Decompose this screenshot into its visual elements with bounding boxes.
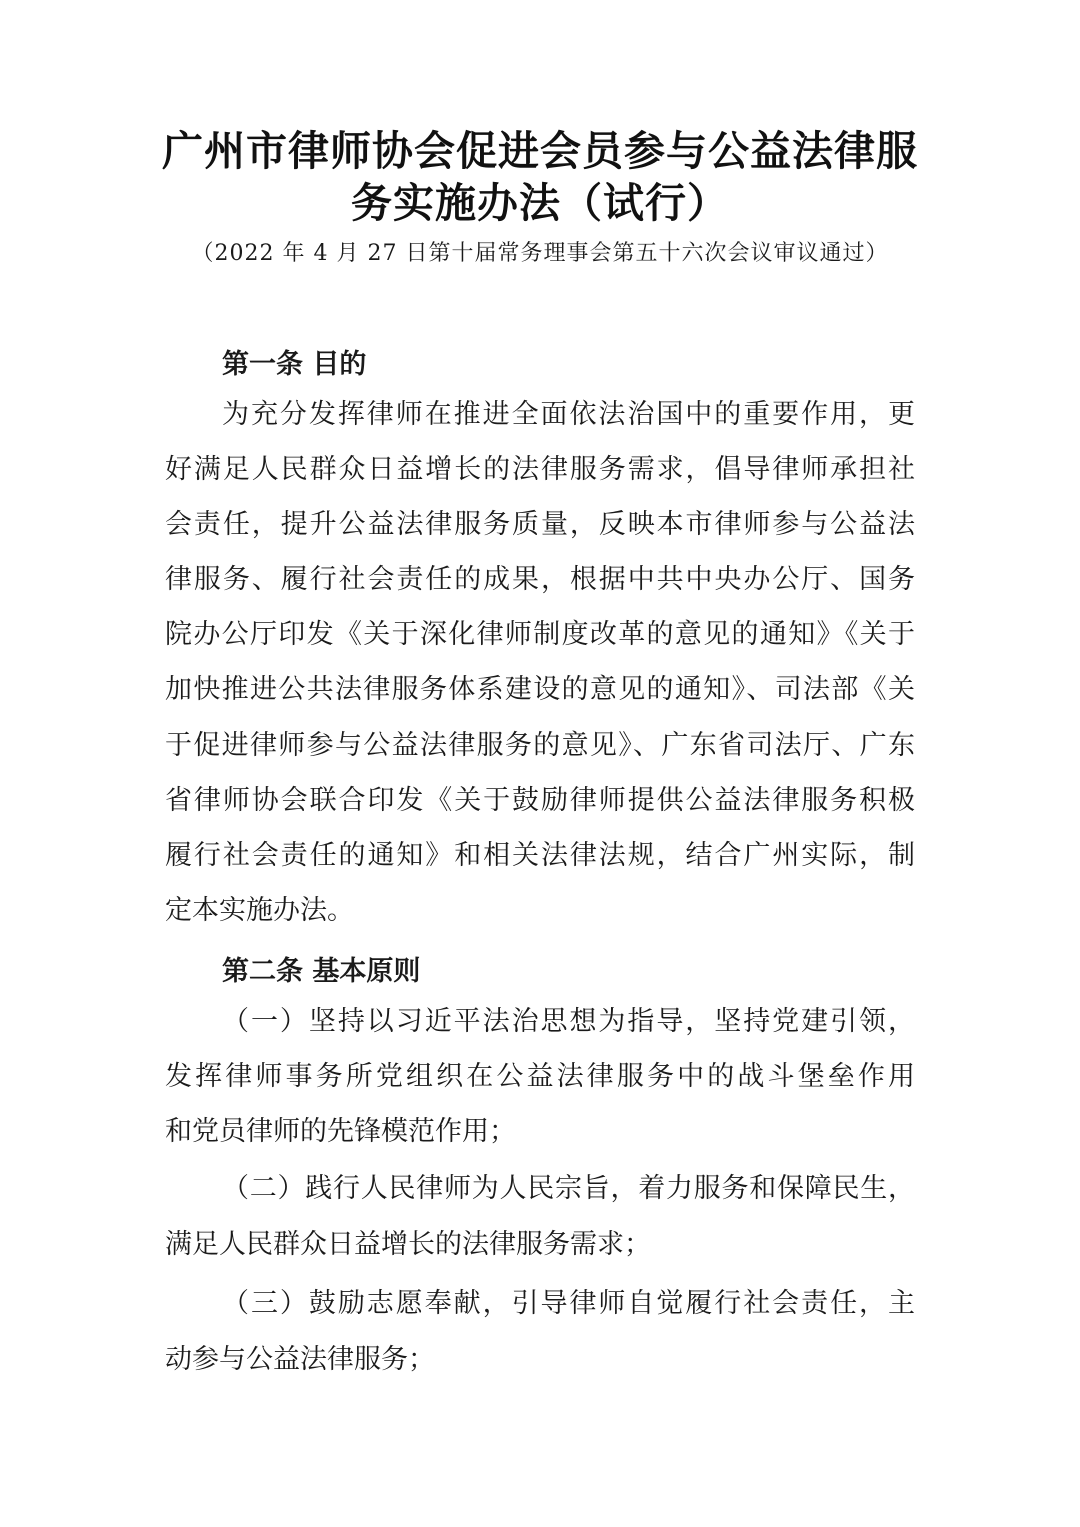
document-title-line-1: 广州市律师协会促进会员参与公益法律服 xyxy=(162,127,918,175)
article-2-item-1-line: 和党员律师的先锋模范作用； xyxy=(165,1116,516,1147)
article-1-line: 为充分发挥律师在推进全面依法治国中的重要作用，更 xyxy=(222,399,915,430)
article-1-line: 定本实施办法。 xyxy=(165,895,354,926)
document-title-line-2: 务实施办法（试行） xyxy=(351,179,729,227)
article-1-line: 履行社会责任的通知》和相关法律法规，结合广州实际，制 xyxy=(165,840,915,871)
article-1-line: 省律师协会联合印发《关于鼓励律师提供公益法律服务积极 xyxy=(165,785,915,816)
article-1-line: 好满足人民群众日益增长的法律服务需求，倡导律师承担社 xyxy=(165,454,915,485)
article-2-item-3-line: （三）鼓励志愿奉献，引导律师自觉履行社会责任，主 xyxy=(222,1288,915,1319)
article-1-line: 会责任，提升公益法律服务质量，反映本市律师参与公益法 xyxy=(165,509,915,540)
article-1-line: 加快推进公共法律服务体系建设的意见的通知》、司法部《关 xyxy=(165,674,915,705)
article-1-line: 律服务、履行社会责任的成果，根据中共中央办公厅、国务 xyxy=(165,564,915,595)
article-1-heading: 第一条 目的 xyxy=(222,349,367,380)
article-2-item-3-line: 动参与公益法律服务； xyxy=(165,1344,435,1375)
article-2-item-2-line: 满足人民群众日益增长的法律服务需求； xyxy=(165,1229,651,1260)
article-2-item-1-line: 发挥律师事务所党组织在公益法律服务中的战斗堡垒作用 xyxy=(165,1061,915,1092)
article-2-item-2-line: （二）践行人民律师为人民宗旨，着力服务和保障民生， xyxy=(222,1173,915,1204)
article-2-heading: 第二条 基本原则 xyxy=(222,956,421,987)
article-1-line: 院办公厅印发《关于深化律师制度改革的意见的通知》《关于 xyxy=(165,619,915,650)
article-2-item-1-line: （一）坚持以习近平法治思想为指导，坚持党建引领， xyxy=(222,1006,915,1037)
document-subtitle: （2022 年 4 月 27 日第十届常务理事会第五十六次会议审议通过） xyxy=(191,241,889,266)
article-1-line: 于促进律师参与公益法律服务的意见》、广东省司法厅、广东 xyxy=(165,730,915,761)
